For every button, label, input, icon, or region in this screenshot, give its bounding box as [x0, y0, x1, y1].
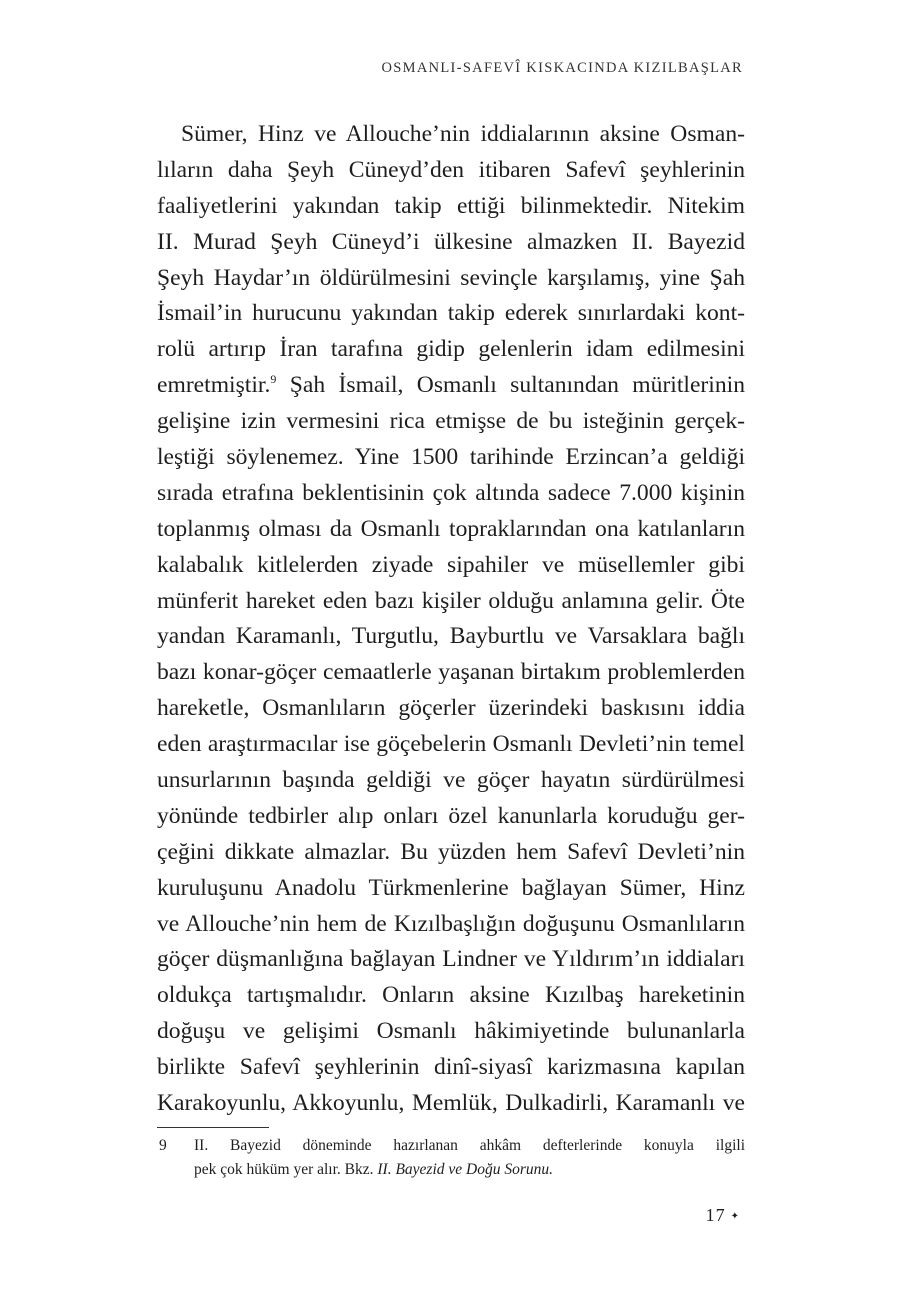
text-line: II. Murad Şeyh Cüneyd’i ülkesine almazken II. Bayezid	[157, 228, 745, 255]
ornament-icon: ✦	[730, 1211, 740, 1222]
body-text	[157, 117, 745, 1122]
footnote-divider	[157, 1127, 269, 1128]
text-line: unsurlarının başında geldiği ve göçer hayatın sürdürülmesi	[157, 767, 745, 794]
text-line: göçer düşmanlığına bağlayan Lindner ve Yıldırım’ın iddiaları	[157, 946, 745, 973]
text-line: Şeyh Haydar’ın öldürülmesini sevinçle karşılamış, yine Şah	[157, 264, 745, 291]
text-line: İsmail’in hurucunu yakından takip ederek sınırlardaki kont-	[157, 300, 745, 327]
text-line: kuruluşunu Anadolu Türkmenlerine bağlayan Sümer, Hinz	[157, 874, 745, 901]
text-line: faaliyetlerini yakından takip ettiği bilinmektedir. Nitekim	[157, 192, 745, 219]
text-line: doğuşu ve gelişimi Osmanlı hâkimiyetinde bulunanlarla	[157, 1018, 745, 1045]
text-line: bazı konar-göçer cemaatlerle yaşanan birtakım problemlerden	[157, 659, 745, 686]
footnote-line	[194, 1158, 745, 1182]
text-line: yandan Karamanlı, Turgutlu, Bayburtlu ve Varsaklara bağlı	[157, 623, 745, 650]
text-fragment: Şah İsmail, Osmanlı sultanından müritlerinin	[276, 372, 745, 399]
footnote-reference[interactable]: 9	[270, 372, 277, 387]
footnote-text	[194, 1134, 745, 1182]
text-line: çeğini dikkate almazlar. Bu yüzden hem Safevî Devleti’nin	[157, 838, 745, 865]
text-line: münferit hareket eden bazı kişiler olduğu anlamına gelir. Öte	[157, 587, 745, 614]
footnote	[157, 1134, 745, 1182]
text-line: sırada etrafına beklentisinin çok altında sadece 7.000 kişinin	[157, 479, 745, 506]
text-line: toplanmış olması da Osmanlı topraklarından ona katılanların	[157, 515, 745, 542]
text-fragment: emretmiştir.	[157, 372, 271, 399]
footnote-citation-title: II. Bayezid ve Doğu Sorunu.	[377, 1161, 553, 1178]
text-line: yönünde tedbirler alıp onları özel kanunlarla koruduğu ger-	[157, 802, 745, 829]
text-line-with-footnote-ref	[157, 368, 745, 404]
footnote-fragment: pek çok hüküm yer alır. Bkz.	[194, 1161, 378, 1178]
text-line: eden araştırmacılar ise göçebelerin Osmanlı Devleti’nin temel	[157, 731, 745, 758]
text-line: rolü artırıp İran tarafına gidip gelenlerin idam edilmesini	[157, 336, 745, 363]
text-line: birlikte Safevî şeyhlerinin dinî-siyasî karizmasına kapılan	[157, 1054, 745, 1081]
footnote-line: II. Bayezid döneminde hazırlanan ahkâm defterlerinde konuyla ilgili	[194, 1137, 745, 1154]
text-line: leştiği söylenemez. Yine 1500 tarihinde Erzincan’a geldiği	[157, 444, 745, 471]
text-line: kalabalık kitlelerden ziyade sipahiler ve müsellemler gibi	[157, 551, 745, 578]
running-head: OSMANLI-SAFEVÎ KISKACINDA KIZILBAŞLAR	[381, 60, 743, 76]
text-line: Sümer, Hinz ve Allouche’nin iddialarının aksine Osman-	[181, 121, 745, 147]
text-line: ve Allouche’nin hem de Kızılbaşlığın doğuşunu Osmanlıların	[157, 910, 745, 937]
footnote-number: 9	[159, 1137, 167, 1154]
text-line: Karakoyunlu, Akkoyunlu, Memlük, Dulkadirli, Karamanlı ve	[157, 1090, 745, 1117]
text-line: lıların daha Şeyh Cüneyd’den itibaren Safevî şeyhlerinin	[157, 156, 745, 183]
page-number: 17	[705, 1205, 726, 1225]
text-line: gelişine izin vermesini rica etmişse de bu isteğinin gerçek-	[157, 408, 745, 435]
text-line: oldukça tartışmalıdır. Onların aksine Kızılbaş hareketinin	[157, 982, 745, 1009]
text-line: hareketle, Osmanlıların göçerler üzerindeki baskısını iddia	[157, 695, 745, 722]
page-number-block	[706, 1205, 740, 1226]
